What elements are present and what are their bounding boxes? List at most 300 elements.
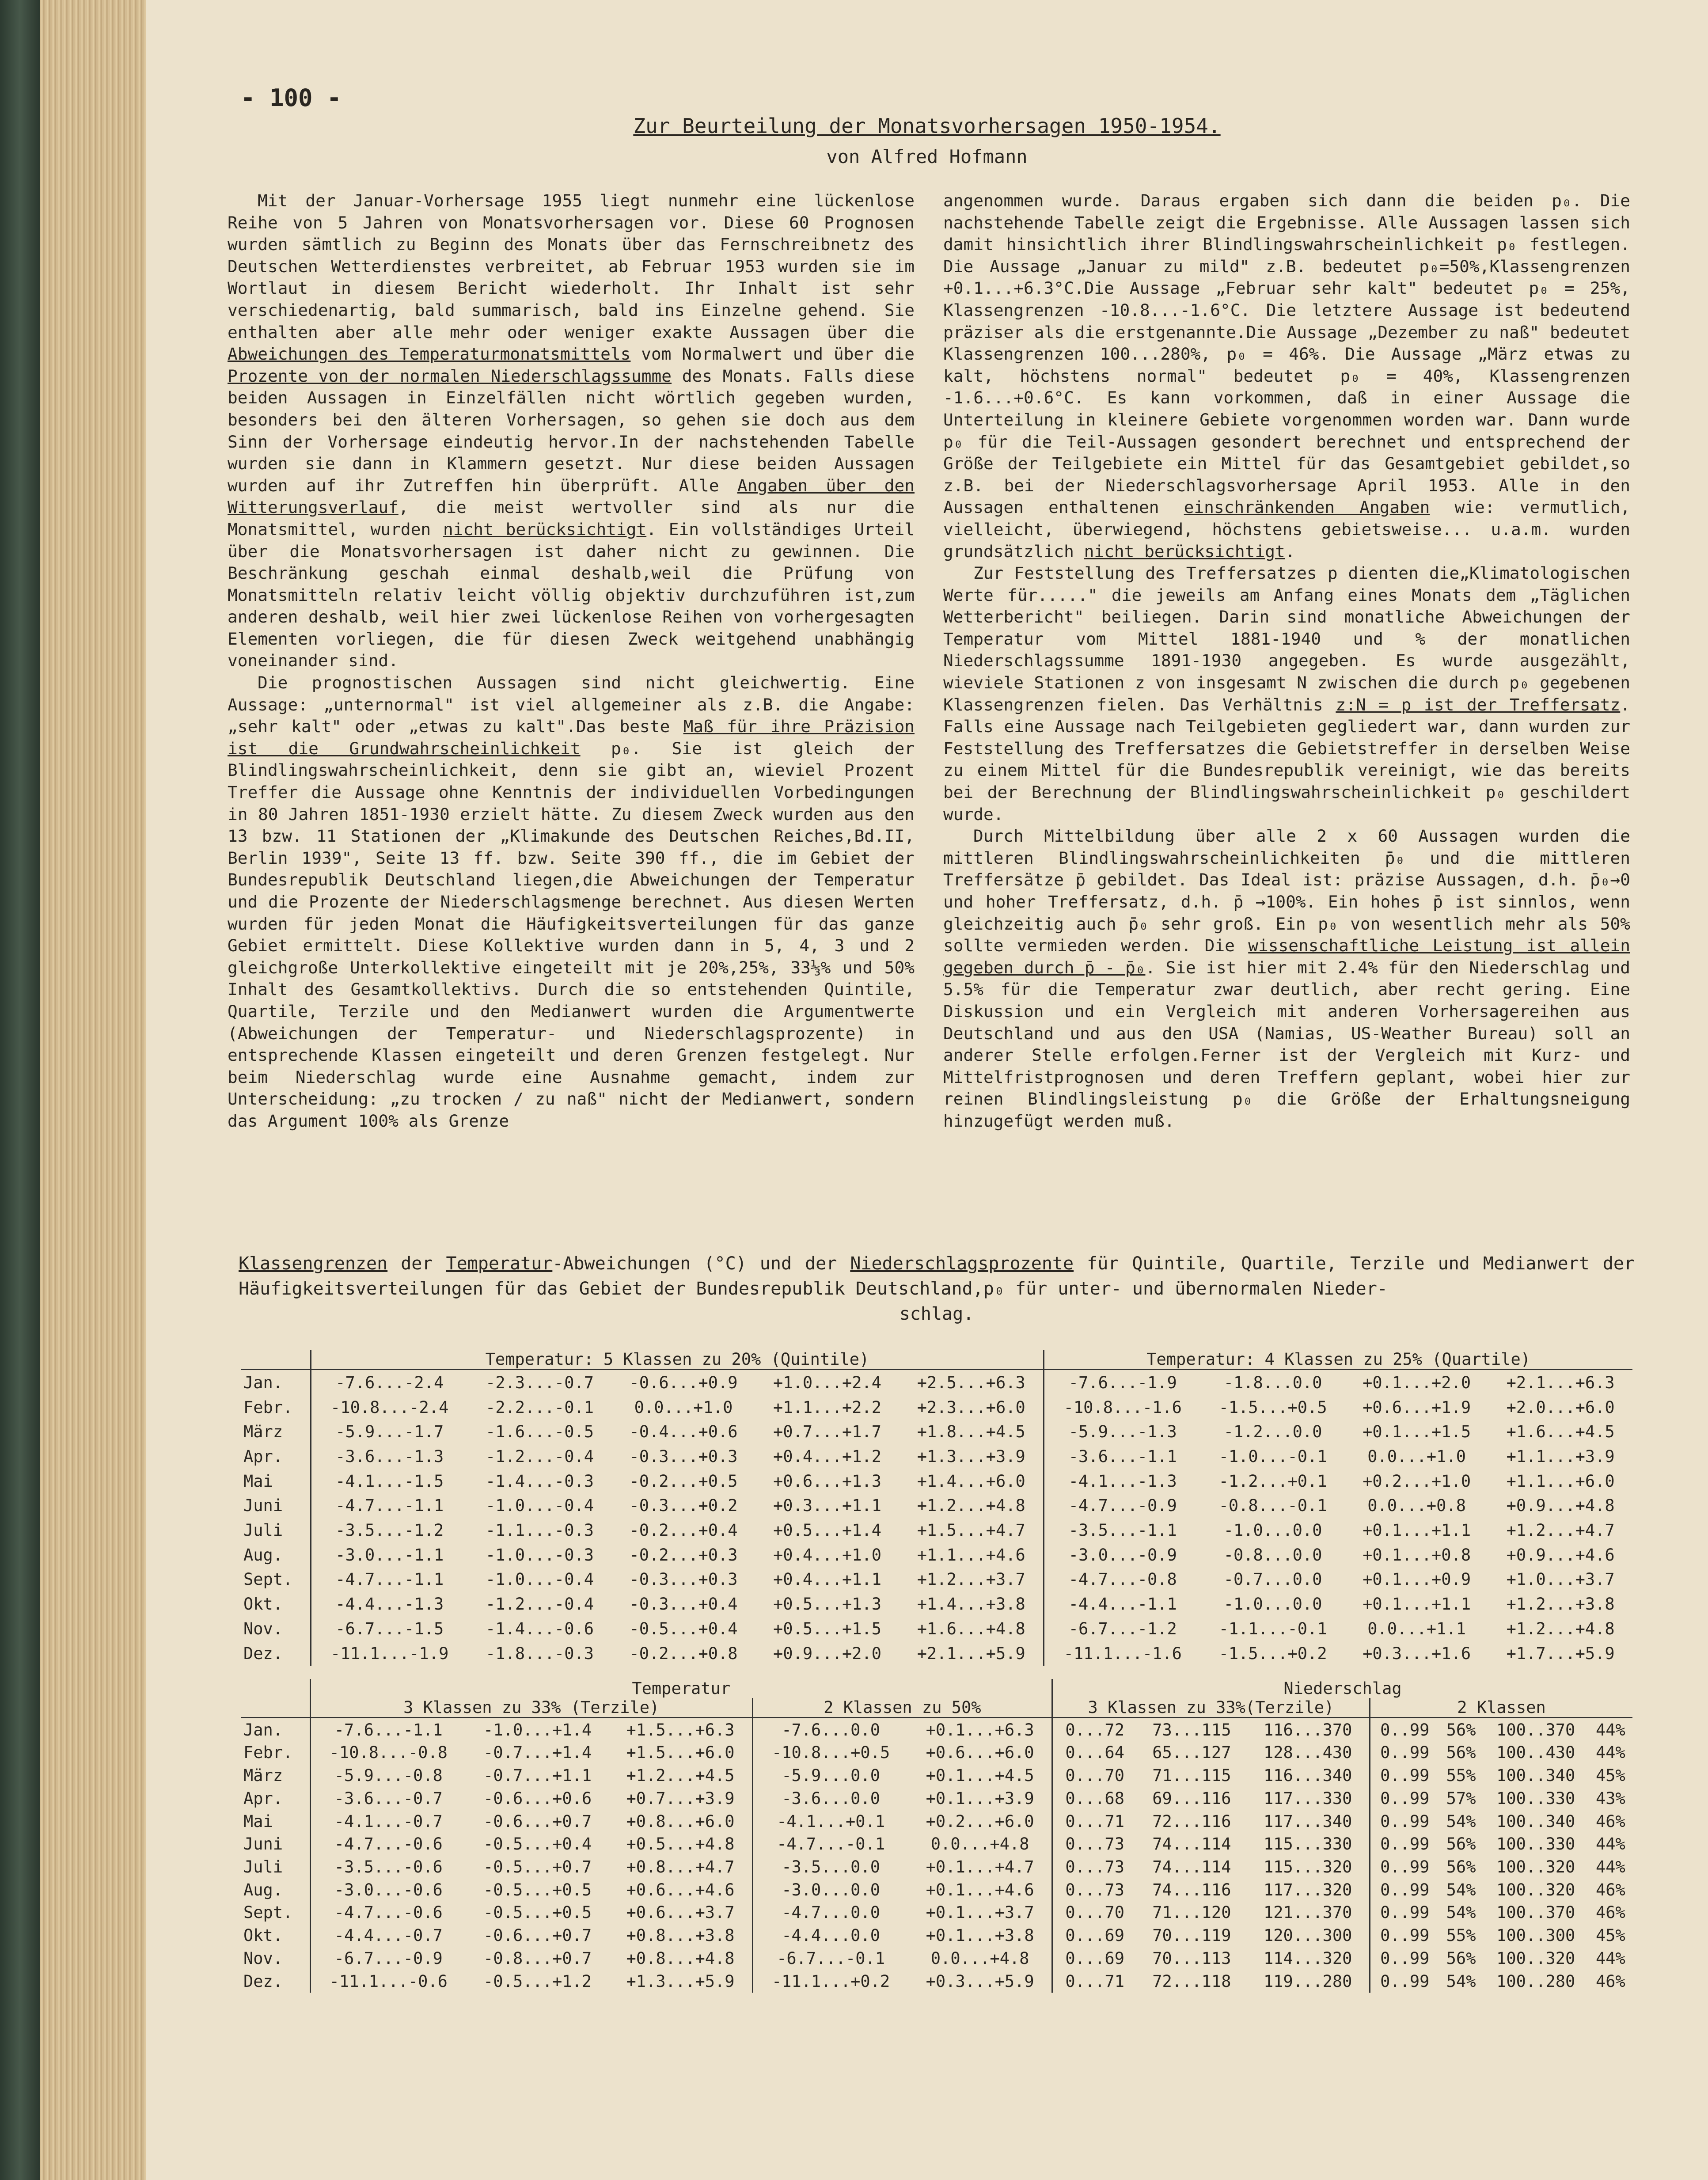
table-header-row	[241, 1350, 1632, 1370]
nied-terzile-cell: 0...72	[1065, 1720, 1124, 1739]
nied-2klassen-cell: 0..99	[1380, 1926, 1430, 1945]
quintile-cell: +0.4...+1.2	[773, 1447, 882, 1466]
quintile-cell: +1.8...+4.5	[899, 1420, 1044, 1444]
paragraph: angenommen wurde. Daraus ergaben sich dann die beiden p₀. Die nachstehende Tabelle zeigt die Ergebnisse. Alle Aussagen lassen sich damit hinsichtlich ihrer Blindlingswahrscheinlichkeit p₀ festlegen. Die Aussage „Januar zu mild" z.B. bedeutet p₀=50%,Klassengrenzen +0.1...+6.3°C.Die Aussage „Februar sehr kalt" bedeutet p₀ = 25%, Klassengrenzen -10.8...-1.6°C. Die letztere Aussage ist bedeutend präziser als die erstgenannte.Die Aussage „Dezember zu naß" bedeutet Klassengrenzen 100...280%, p₀ = 46%. Die Aussage „März etwas zu kalt, höchstens normal" bedeutet p₀ = 40%, Klassengrenzen -1.6...+0.6°C. Es kann vorkommen, daß in einer Aussage die Unterteilung in kleinere Gebiete vorgenommen worden war. Dann wurde p₀ für die Teil-Aussagen gesondert berechnet und entsprechend der Größe der Teilgebiete ein Mittel für das Gesamtgebiet gebildet,so z.B. bei der Niederschlagsvorhersage April 1953. Alle in den Aussagen enthaltenen einschränkenden Angaben wie: vermutlich, vielleicht, überwiegend, höchstens gebietsweise... u.a.m. wurden grundsätzlich nicht berücksichtigt.	[943, 191, 1630, 561]
article-author: von Alfred Hofmann	[826, 146, 1028, 167]
temp-terzile-cell: -0.7...+1.4	[483, 1743, 592, 1762]
quintile-cell: -0.4...+0.6	[629, 1422, 738, 1442]
month-label: Okt.	[241, 1924, 310, 1947]
quintile-cell: +2.1...+5.9	[899, 1641, 1044, 1666]
nied-2klassen-cell: 100..340	[1496, 1812, 1575, 1831]
quartile-cell: -4.7...-0.8	[1068, 1570, 1177, 1589]
nied-2klassen-cell: 0..99	[1380, 1766, 1430, 1785]
nied-2klassen-cell: 100..370	[1496, 1903, 1575, 1922]
nied-2klassen-cell: 0..99	[1380, 1971, 1430, 1991]
nied-terzile-cell: 70...113	[1152, 1948, 1231, 1968]
nied-2klassen-cell: 54%	[1446, 1812, 1476, 1831]
temp-median-cell: -4.1...+0.1	[777, 1812, 885, 1831]
month-label: Okt.	[241, 1592, 311, 1617]
quintile-cell: +1.5...+4.7	[899, 1518, 1044, 1543]
temp-terzile-cell: -0.8...+0.7	[483, 1948, 592, 1968]
month-label: März	[241, 1764, 310, 1787]
paragraph: Mit der Januar-Vorhersage 1955 liegt nunmehr eine lückenlose Reihe von 5 Jahren von Monatsvorhersagen vor. Diese 60 Prognosen wurden sämtlich zu Beginn des Monats über das Fernschreibnetz des Deutschen Wetterdienstes verbreitet, ab Februar 1953 wurden sie im Wortlaut in diesem Bericht wiederholt. Ihr Inhalt ist sehr verschiedenartig, bald summarisch, bald ins Einzelne gehend. Sie enthalten aber alle mehr oder weniger exakte Aussagen über die Abweichungen des Temperaturmonatsmittels vom Normalwert und über die Prozente von der normalen Niederschlagssumme des Monats. Falls diese beiden Aussagen in Einzelfällen nicht wörtlich gegeben wurden, besonders bei den älteren Vorhersagen, so gehen sie doch aus dem Sinn der Vorhersage eindeutig hervor.In der nachstehenden Tabelle wurden sie dann in Klammern gesetzt. Nur diese beiden Aussagen wurden auf ihr Zutreffen hin überprüft. Alle Angaben über den Witterungsverlauf, die meist wertvoller sind als nur die Monatsmittel, wurden nicht berücksichtigt. Ein vollständiges Urteil über die Monatsvorhersagen ist daher nicht zu gewinnen. Die Beschränkung geschah einmal deshalb,weil die Prüfung von Monatsmitteln relativ leicht völlig objektiv durchzuführen ist,zum anderen deshalb, weil hier zwei lückenlose Reihen von vorhergesagten Elementen vorliegen, die für diesen Zweck weitgehend unabhängig voneinander sind.	[228, 191, 915, 671]
nied-terzile-cell: 0...73	[1065, 1857, 1124, 1876]
temp-median-cell: +0.3...+5.9	[908, 1970, 1052, 1993]
nied-2klassen-cell: 100..330	[1496, 1789, 1575, 1808]
nied-terzile-cell: 72...116	[1152, 1812, 1231, 1831]
temp-median-cell: -4.7...0.0	[782, 1903, 880, 1922]
quintile-cell: +0.4...+1.0	[773, 1545, 882, 1565]
quintile-cell: -10.8...-2.4	[330, 1398, 449, 1417]
quartile-cell: -4.1...-1.3	[1068, 1471, 1177, 1491]
quintile-cell: -1.0...-0.3	[486, 1545, 594, 1565]
month-label: Nov.	[241, 1947, 310, 1970]
nied-2klassen-cell: 54%	[1446, 1971, 1476, 1991]
quintile-cell: +1.3...+3.9	[899, 1444, 1044, 1469]
temp-terzile-cell: +0.6...+3.7	[609, 1901, 752, 1924]
nied-2klassen-cell: 100..320	[1496, 1948, 1575, 1968]
subheader-terzile-n: 3 Klassen zu 33%(Terzile)	[1052, 1698, 1370, 1718]
quartile-cell: +1.0...+3.7	[1506, 1570, 1615, 1589]
temp-median-cell: +0.1...+3.8	[908, 1924, 1052, 1947]
quintile-cell: -0.2...+0.3	[629, 1545, 738, 1565]
temp-terzile-cell: -4.7...-0.6	[334, 1903, 443, 1922]
nied-terzile-cell: 117...330	[1246, 1787, 1370, 1810]
table-subheader-row	[241, 1698, 1632, 1718]
quintile-cell: -1.2...-0.4	[486, 1447, 594, 1466]
temp-terzile-cell: -5.9...-0.8	[334, 1766, 443, 1785]
month-label: Juni	[241, 1833, 310, 1856]
temp-terzile-cell: -0.5...+0.5	[483, 1903, 592, 1922]
temp-terzile-cell: +0.5...+4.8	[609, 1833, 752, 1856]
nied-terzile-cell: 117...320	[1246, 1878, 1370, 1901]
quintile-cell: -0.2...+0.5	[629, 1471, 738, 1491]
quartile-cell: -0.8...0.0	[1223, 1545, 1322, 1565]
temp-terzile-cell: +0.8...+4.7	[609, 1856, 752, 1879]
nied-2klassen-cell: 56%	[1446, 1948, 1476, 1968]
month-label: Dez.	[241, 1970, 310, 1993]
paragraph: Die prognostischen Aussagen sind nicht gleichwertig. Eine Aussage: „unternormal" ist viel allgemeiner als z.B. die Angabe: „sehr kalt" oder „etwas zu kalt".Das beste Maß für ihre Präzision ist die Grundwahrscheinlichkeit p₀. Sie ist gleich der Blindlingswahrscheinlichkeit, denn sie gibt an, wieviel Prozent Treffer die Aussage ohne Kenntnis der individuellen Vorbedingungen in 80 Jahren 1851-1930 erzielt hätte. Zu diesem Zweck wurden aus den 13 bzw. 11 Stationen der „Klimakunde des Deutschen Reiches,Bd.II, Berlin 1939", Seite 13 ff. bzw. Seite 390 ff., die im Gebiet der Bundesrepublik Deutschland liegen,die Abweichungen der Temperatur und die Prozente der Niederschlagsmenge berechnet. Aus diesen Werten wurden für jeden Monat die Häufigkeitsverteilungen für das ganze Gebiet ermittelt. Diese Kollektive wurden dann in 5, 4, 3 und 2 gleichgroße Unterkollektive eingeteilt mit je 20%,25%, 33⅓% und 50% Inhalt des Gesamtkollektivs. Durch die so entstehenden Quintile, Quartile, Terzile und den Medianwert wurden die Argumentwerte (Abweichungen der Temperatur- und Niederschlagsprozente) in entsprechende Klassen eingeteilt und deren Grenzen festgelegt. Nur beim Niederschlag wurde eine Ausnahme gemacht, indem zur Unterscheidung: „zu trocken / zu naß" nicht der Medianwert, sondern das Argument 100% als Grenze	[228, 673, 915, 1131]
subheader-median-t: 2 Klassen zu 50%	[752, 1698, 1052, 1718]
nied-2klassen-cell: 56%	[1446, 1720, 1476, 1739]
table-row	[241, 1420, 1632, 1444]
nied-terzile-cell: 0...64	[1065, 1743, 1124, 1762]
quartile-cell: +2.0...+6.0	[1506, 1398, 1615, 1417]
quartile-cell: -1.1...-0.1	[1218, 1619, 1327, 1638]
temp-median-cell: -11.1...+0.2	[771, 1971, 890, 1991]
nied-2klassen-cell: 46%	[1595, 1880, 1625, 1899]
nied-terzile-cell: 74...114	[1152, 1857, 1231, 1876]
table-row	[241, 1370, 1632, 1395]
subheader-2klassen-n: 2 Klassen	[1457, 1698, 1546, 1717]
month-label: Aug.	[241, 1542, 311, 1567]
table-row	[241, 1567, 1632, 1592]
temp-terzile-cell: -0.5...+0.7	[483, 1857, 592, 1876]
nied-terzile-cell: 0...73	[1065, 1834, 1124, 1854]
quintile-cell: 0.0...+1.0	[634, 1398, 733, 1417]
temp-terzile-cell: -0.5...+0.5	[483, 1880, 592, 1899]
quartile-cell: -4.7...-0.9	[1068, 1496, 1177, 1515]
month-label: Nov.	[241, 1616, 311, 1641]
temp-terzile-cell: -4.4...-0.7	[334, 1926, 443, 1945]
nied-terzile-cell: 120...300	[1246, 1924, 1370, 1947]
quintile-cell: -6.7...-1.5	[335, 1619, 444, 1638]
nied-terzile-cell: 116...370	[1246, 1718, 1370, 1742]
quintile-cell: +1.1...+4.6	[899, 1542, 1044, 1567]
nied-2klassen-cell: 46%	[1595, 1971, 1625, 1991]
temp-median-cell: 0.0...+4.8	[908, 1833, 1052, 1856]
nied-2klassen-cell: 45%	[1595, 1766, 1625, 1785]
month-label: Mai	[241, 1810, 310, 1833]
quintile-cell: +0.5...+1.4	[773, 1521, 882, 1540]
nied-terzile-cell: 128...430	[1246, 1741, 1370, 1764]
nied-2klassen-cell: 0..99	[1380, 1743, 1430, 1762]
nied-2klassen-cell: 0..99	[1380, 1948, 1430, 1968]
nied-2klassen-cell: 55%	[1446, 1926, 1476, 1945]
nied-terzile-cell: 74...116	[1152, 1880, 1231, 1899]
temp-terzile-cell: +1.3...+5.9	[609, 1970, 752, 1993]
nied-terzile-cell: 0...70	[1065, 1766, 1124, 1785]
quintile-cell: +0.6...+1.3	[773, 1471, 882, 1491]
header-quartile: Temperatur: 4 Klassen zu 25% (Quartile)	[1146, 1350, 1530, 1369]
nied-2klassen-cell: 100..300	[1496, 1926, 1575, 1945]
quintile-cell: +0.4...+1.1	[773, 1570, 882, 1589]
nied-2klassen-cell: 0..99	[1380, 1857, 1430, 1876]
temp-terzile-cell: -10.8...-0.8	[329, 1743, 448, 1762]
quintile-cell: -7.6...-2.4	[335, 1373, 444, 1392]
nied-2klassen-cell: 44%	[1595, 1857, 1625, 1876]
temp-terzile-cell: -0.6...+0.7	[483, 1812, 592, 1831]
nied-2klassen-cell: 54%	[1446, 1903, 1476, 1922]
nied-2klassen-cell: 57%	[1446, 1789, 1476, 1808]
quartile-cell: +0.3...+1.6	[1363, 1644, 1471, 1663]
table-row	[241, 1878, 1632, 1901]
table-row	[241, 1810, 1632, 1833]
table-row	[241, 1592, 1632, 1617]
temp-terzile-cell: +0.7...+3.9	[609, 1787, 752, 1810]
quintile-quartile-table	[241, 1350, 1632, 1666]
nied-terzile-cell: 0...71	[1065, 1971, 1124, 1991]
quartile-cell: +0.9...+4.6	[1506, 1545, 1615, 1565]
document-page	[146, 0, 1708, 2180]
quintile-cell: +0.5...+1.3	[773, 1595, 882, 1614]
table-row	[241, 1833, 1632, 1856]
quintile-cell: -0.6...+0.9	[629, 1373, 738, 1392]
temp-terzile-cell: -0.7...+1.1	[483, 1766, 592, 1785]
quartile-cell: +1.7...+5.9	[1506, 1644, 1615, 1663]
month-label: Mai	[241, 1469, 311, 1493]
quintile-cell: +0.3...+1.1	[773, 1496, 882, 1515]
temp-median-cell: -4.7...-0.1	[777, 1834, 885, 1854]
quintile-cell: +1.4...+6.0	[899, 1469, 1044, 1493]
table-row	[241, 1741, 1632, 1764]
text-column-right	[943, 190, 1630, 1132]
quintile-cell: +1.4...+3.8	[899, 1592, 1044, 1617]
quintile-cell: -4.4...-1.3	[335, 1595, 444, 1614]
temp-median-cell: 0.0...+4.8	[908, 1947, 1052, 1970]
month-label: Dez.	[241, 1641, 311, 1666]
temp-terzile-cell: -0.6...+0.7	[483, 1926, 592, 1945]
nied-2klassen-cell: 100..320	[1496, 1857, 1575, 1876]
quintile-cell: -11.1...-1.9	[330, 1644, 449, 1663]
quintile-cell: -1.0...-0.4	[486, 1570, 594, 1589]
book-binding	[0, 0, 40, 2180]
temp-median-cell: +0.1...+6.3	[908, 1718, 1052, 1742]
temp-terzile-cell: +1.5...+6.3	[609, 1718, 752, 1742]
quintile-cell: -0.3...+0.2	[629, 1496, 738, 1515]
nied-terzile-cell: 71...115	[1152, 1766, 1231, 1785]
nied-2klassen-cell: 0..99	[1380, 1720, 1430, 1739]
paragraph: Durch Mittelbildung über alle 2 x 60 Aussagen wurden die mittleren Blindlingswahrscheinlichkeiten p̄₀ und die mittleren Treffersätze p̄ gebildet. Das Ideal ist: präzise Aussagen, d.h. p̄₀→0 und hoher Treffersatz, d.h. p̄ →100%. Ein hohes p̄ ist sinnlos, wenn gleichzeitig auch p̄₀ sehr groß. Ein p₀ von wesentlich mehr als 50% sollte vermieden werden. Die wissenschaftliche Leistung ist allein gegeben durch p̄ - p̄₀. Sie ist hier mit 2.4% für den Niederschlag und 5.5% für die Temperatur zwar deutlich, aber recht gering. Eine Diskussion und ein Vergleich mit anderen Vorhersagereihen aus Deutschland und aus den USA (Namias, US-Weather Bureau) soll an anderer Stelle erfolgen.Ferner ist der Vergleich mit Kurz- und Mittelfristprognosen und deren Treffern geplant, wobei hier zur reinen Blindlingsleistung p₀ die Größe der Erhaltungsneigung hinzugefügt werden muß.	[943, 826, 1630, 1131]
temp-terzile-cell: +0.8...+6.0	[609, 1810, 752, 1833]
quartile-cell: +0.1...+2.0	[1363, 1373, 1471, 1392]
month-label: Jan.	[241, 1718, 310, 1742]
nied-2klassen-cell: 44%	[1595, 1948, 1625, 1968]
month-label: Juli	[241, 1856, 310, 1879]
quartile-cell: -3.6...-1.1	[1068, 1447, 1177, 1466]
table-row	[241, 1856, 1632, 1879]
quartile-cell: +0.1...+0.9	[1363, 1570, 1471, 1589]
quintile-cell: +1.6...+4.8	[899, 1616, 1044, 1641]
quintile-cell: +1.0...+2.4	[773, 1373, 882, 1392]
quintile-cell: -0.2...+0.4	[629, 1521, 738, 1540]
temp-median-cell: +0.1...+3.9	[908, 1787, 1052, 1810]
table-row	[241, 1787, 1632, 1810]
nied-2klassen-cell: 100..430	[1496, 1743, 1575, 1762]
nied-terzile-cell: 121...370	[1246, 1901, 1370, 1924]
temp-terzile-cell: -6.7...-0.9	[334, 1948, 443, 1968]
nied-2klassen-cell: 0..99	[1380, 1789, 1430, 1808]
terzile-median-table	[241, 1679, 1632, 1993]
quintile-cell: -0.5...+0.4	[629, 1619, 738, 1638]
temp-terzile-cell: -3.5...-0.6	[334, 1857, 443, 1876]
quartile-cell: +0.1...+0.8	[1363, 1545, 1471, 1565]
temp-median-cell: +0.1...+4.5	[908, 1764, 1052, 1787]
nied-2klassen-cell: 55%	[1446, 1766, 1476, 1785]
nied-2klassen-cell: 56%	[1446, 1834, 1476, 1854]
nied-2klassen-cell: 44%	[1595, 1743, 1625, 1762]
month-label: März	[241, 1420, 311, 1444]
table-row	[241, 1718, 1632, 1742]
temp-terzile-cell: +1.5...+6.0	[609, 1741, 752, 1764]
quintile-cell: -1.6...-0.5	[486, 1422, 594, 1442]
temp-terzile-cell: -3.0...-0.6	[334, 1880, 443, 1899]
table-header-row	[241, 1679, 1632, 1698]
month-label: Jan.	[241, 1370, 311, 1395]
table-row	[241, 1542, 1632, 1567]
quintile-cell: -5.9...-1.7	[335, 1422, 444, 1442]
month-label: Apr.	[241, 1444, 311, 1469]
quintile-cell: +0.7...+1.7	[773, 1422, 882, 1442]
nied-2klassen-cell: 0..99	[1380, 1834, 1430, 1854]
text-column-left	[228, 190, 915, 1132]
nied-terzile-cell: 119...280	[1246, 1970, 1370, 1993]
temp-median-cell: -4.4...0.0	[782, 1926, 880, 1945]
quartile-cell: -1.0...-0.1	[1218, 1447, 1327, 1466]
nied-2klassen-cell: 56%	[1446, 1857, 1476, 1876]
table-row	[241, 1641, 1632, 1666]
temp-terzile-cell: +1.2...+4.5	[609, 1764, 752, 1787]
temp-median-cell: +0.1...+3.7	[908, 1901, 1052, 1924]
nied-terzile-cell: 115...330	[1246, 1833, 1370, 1856]
quintile-cell: -3.5...-1.2	[335, 1521, 444, 1540]
quartile-cell: -6.7...-1.2	[1068, 1619, 1177, 1638]
quartile-cell: -4.4...-1.1	[1068, 1595, 1177, 1614]
nied-terzile-cell: 116...340	[1246, 1764, 1370, 1787]
quintile-cell: +2.3...+6.0	[899, 1395, 1044, 1420]
nied-terzile-cell: 70...119	[1152, 1926, 1231, 1945]
quintile-cell: -4.1...-1.5	[335, 1471, 444, 1491]
quintile-cell: +0.9...+2.0	[773, 1644, 882, 1663]
quartile-cell: -1.8...0.0	[1223, 1373, 1322, 1392]
nied-2klassen-cell: 45%	[1595, 1926, 1625, 1945]
header-niederschlag: Niederschlag	[1283, 1679, 1402, 1698]
month-label: Aug.	[241, 1878, 310, 1901]
quartile-cell: -0.8...-0.1	[1218, 1496, 1327, 1515]
quartile-cell: 0.0...+0.8	[1367, 1496, 1466, 1515]
table-body	[241, 1718, 1632, 1993]
quartile-cell: -1.0...0.0	[1223, 1595, 1322, 1614]
nied-terzile-cell: 65...127	[1152, 1743, 1231, 1762]
month-label: Juni	[241, 1493, 311, 1518]
nied-2klassen-cell: 100..320	[1496, 1880, 1575, 1899]
quintile-cell: +2.5...+6.3	[899, 1370, 1044, 1395]
quintile-cell: -0.2...+0.8	[629, 1644, 738, 1663]
quartile-cell: +1.2...+4.8	[1506, 1619, 1615, 1638]
quintile-cell: -0.3...+0.3	[629, 1570, 738, 1589]
month-label: Juli	[241, 1518, 311, 1543]
table-row	[241, 1444, 1632, 1469]
nied-2klassen-cell: 44%	[1595, 1834, 1625, 1854]
quintile-cell: -3.6...-1.3	[335, 1447, 444, 1466]
temp-terzile-cell: -4.1...-0.7	[334, 1812, 443, 1831]
temp-median-cell: -7.6...0.0	[782, 1720, 880, 1739]
quartile-cell: +0.1...+1.5	[1363, 1422, 1471, 1442]
subheader-terzile-t: 3 Klassen zu 33% (Terzile)	[310, 1698, 752, 1718]
temp-median-cell: -3.0...0.0	[782, 1880, 880, 1899]
nied-terzile-cell: 0...70	[1065, 1903, 1124, 1922]
table-row	[241, 1924, 1632, 1947]
nied-2klassen-cell: 0..99	[1380, 1812, 1430, 1831]
quintile-cell: -1.2...-0.4	[486, 1595, 594, 1614]
quartile-cell: -1.5...+0.2	[1218, 1644, 1327, 1663]
quintile-cell: -1.1...-0.3	[486, 1521, 594, 1540]
temp-terzile-cell: +0.8...+3.8	[609, 1924, 752, 1947]
quartile-cell: +1.6...+4.5	[1506, 1422, 1615, 1442]
quintile-cell: -1.4...-0.6	[486, 1619, 594, 1638]
quartile-cell: +0.1...+1.1	[1363, 1521, 1471, 1540]
temp-median-cell: +0.6...+6.0	[908, 1741, 1052, 1764]
quintile-cell: -0.3...+0.4	[629, 1595, 738, 1614]
paragraph: Zur Feststellung des Treffersatzes p dienten die„Klimatologischen Werte für....." die jeweils am Anfang eines Monats dem „Täglichen Wetterbericht" beiliegen. Darin sind monatliche Abweichungen der Temperatur vom Mittel 1881-1940 und % der monatlichen Niederschlagssumme 1891-1930 angegeben. Es wurde ausgezählt, wieviele Stationen z von insgesamt N zwischen die durch p₀ gegebenen Klassengrenzen fielen. Das Verhältnis z:N = p ist der Treffersatz. Falls eine Aussage nach Teilgebieten gegliedert war, dann wurden zur Feststellung des Treffersatzes die Gebietstreffer in derselben Weise zu einem Mittel für die Bundesrepublik vereinigt, wie das bereits bei der Berechnung der Blindlingswahrscheinlichkeit p₀ geschildert wurde.	[943, 563, 1631, 824]
temp-terzile-cell: -0.5...+1.2	[483, 1971, 592, 1991]
nied-terzile-cell: 73...115	[1152, 1720, 1231, 1739]
nied-terzile-cell: 69...116	[1152, 1789, 1231, 1808]
quartile-cell: +2.1...+6.3	[1506, 1373, 1615, 1392]
quartile-cell: +1.2...+3.8	[1506, 1595, 1615, 1614]
temp-median-cell: +0.1...+4.6	[908, 1878, 1052, 1901]
quintile-cell: -3.0...-1.1	[335, 1545, 444, 1565]
quartile-cell: -1.0...0.0	[1223, 1521, 1322, 1540]
table-row	[241, 1395, 1632, 1420]
temp-median-cell: -3.6...0.0	[782, 1789, 880, 1808]
quintile-cell: +1.2...+4.8	[899, 1493, 1044, 1518]
quartile-cell: -1.2...0.0	[1223, 1422, 1322, 1442]
temp-terzile-cell: -0.5...+0.4	[483, 1834, 592, 1854]
quartile-cell: -7.6...-1.9	[1068, 1373, 1177, 1392]
quartile-cell: +0.1...+1.1	[1363, 1595, 1471, 1614]
quintile-cell: -0.3...+0.3	[629, 1447, 738, 1466]
quintile-cell: -4.7...-1.1	[335, 1496, 444, 1515]
nied-terzile-cell: 117...340	[1246, 1810, 1370, 1833]
nied-terzile-cell: 72...118	[1152, 1971, 1231, 1991]
table-row	[241, 1493, 1632, 1518]
nied-2klassen-cell: 43%	[1595, 1789, 1625, 1808]
quartile-cell: -11.1...-1.6	[1063, 1644, 1182, 1663]
nied-2klassen-cell: 100..280	[1496, 1971, 1575, 1991]
quintile-cell: -1.8...-0.3	[486, 1644, 594, 1663]
quintile-cell: -2.3...-0.7	[486, 1373, 594, 1392]
quartile-cell: +0.9...+4.8	[1506, 1496, 1615, 1515]
quartile-cell: -3.0...-0.9	[1068, 1545, 1177, 1565]
quartile-cell: -0.7...0.0	[1223, 1570, 1322, 1589]
temp-median-cell: +0.2...+6.0	[908, 1810, 1052, 1833]
quartile-cell: -1.5...+0.5	[1218, 1398, 1327, 1417]
nied-2klassen-cell: 100..330	[1496, 1834, 1575, 1854]
temp-median-cell: +0.1...+4.7	[908, 1856, 1052, 1879]
temp-terzile-cell: +0.6...+4.6	[609, 1878, 752, 1901]
temp-terzile-cell: -0.6...+0.6	[483, 1789, 592, 1808]
nied-terzile-cell: 74...114	[1152, 1834, 1231, 1854]
nied-2klassen-cell: 0..99	[1380, 1880, 1430, 1899]
temp-median-cell: -10.8...+0.5	[771, 1743, 890, 1762]
month-label: Sept.	[241, 1901, 310, 1924]
table-row	[241, 1616, 1632, 1641]
quintile-cell: +1.1...+2.2	[773, 1398, 882, 1417]
month-label: Febr.	[241, 1395, 311, 1420]
month-label: Sept.	[241, 1567, 311, 1592]
quintile-cell: -4.7...-1.1	[335, 1570, 444, 1589]
quartile-cell: +0.2...+1.0	[1363, 1471, 1471, 1491]
temp-median-cell: -5.9...0.0	[782, 1766, 880, 1785]
temp-median-cell: -3.5...0.0	[782, 1857, 880, 1876]
nied-2klassen-cell: 100..370	[1496, 1720, 1575, 1739]
quartile-cell: +0.6...+1.9	[1363, 1398, 1471, 1417]
nied-terzile-cell: 114...320	[1246, 1947, 1370, 1970]
month-label: Apr.	[241, 1787, 310, 1810]
table-caption: Klassengrenzen der Temperatur-Abweichungen (°C) und der Niederschlagsprozente für Quintile, Quartile, Terzile und Medianwert der Häufigkeitsverteilungen für das Gebiet der Bundesrepublik Deutschland,p₀ für unter- und übernormalen Nieder- schlag.	[239, 1253, 1635, 1324]
table-row	[241, 1901, 1632, 1924]
table-row	[241, 1518, 1632, 1543]
nied-2klassen-cell: 44%	[1595, 1720, 1625, 1739]
temp-median-cell: -6.7...-0.1	[777, 1948, 885, 1968]
nied-2klassen-cell: 54%	[1446, 1880, 1476, 1899]
page-number: - 100 -	[241, 84, 342, 112]
nied-terzile-cell: 71...120	[1152, 1903, 1231, 1922]
quintile-cell: +1.2...+3.7	[899, 1567, 1044, 1592]
nied-terzile-cell: 0...68	[1065, 1789, 1124, 1808]
temp-terzile-cell: +0.8...+4.8	[609, 1947, 752, 1970]
nied-terzile-cell: 0...69	[1065, 1926, 1124, 1945]
quintile-cell: +0.5...+1.5	[773, 1619, 882, 1638]
nied-terzile-cell: 115...320	[1246, 1856, 1370, 1879]
quartile-cell: 0.0...+1.0	[1367, 1447, 1466, 1466]
month-label: Febr.	[241, 1741, 310, 1764]
quartile-cell: +1.1...+6.0	[1506, 1471, 1615, 1491]
header-quintile: Temperatur: 5 Klassen zu 20% (Quintile)	[311, 1350, 1044, 1370]
quintile-cell: -2.2...-0.1	[486, 1398, 594, 1417]
nied-2klassen-cell: 0..99	[1380, 1903, 1430, 1922]
